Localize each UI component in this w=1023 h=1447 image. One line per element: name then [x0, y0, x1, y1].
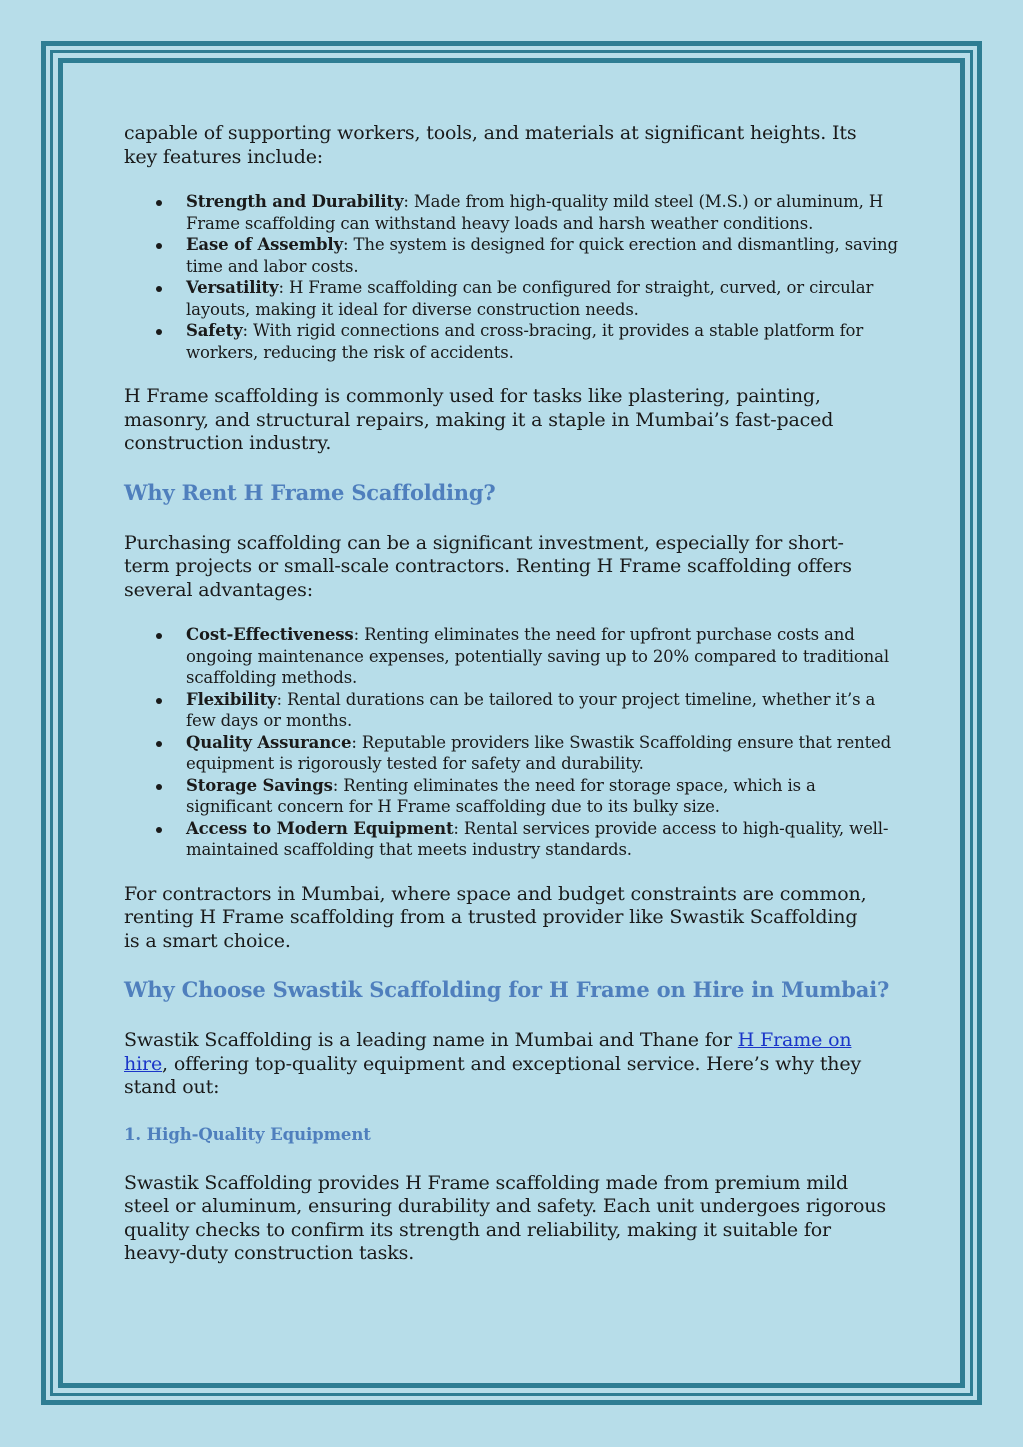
advantages-list — [124, 624, 906, 861]
why-choose-intro — [124, 1029, 884, 1100]
bullet-icon — [156, 633, 162, 639]
document-body — [124, 122, 904, 1266]
bullet-icon — [156, 329, 162, 335]
advantage-description: : Rental durations can be tailored to your project timeline, whether it’s a few days or months. — [186, 689, 876, 730]
feature-term: Versatility — [186, 278, 279, 297]
feature-term: Safety — [186, 321, 243, 340]
advantage-description: : Reputable providers like Swastik Scaffolding ensure that rented equipment is rigorously tested for safety and durability. — [186, 732, 892, 773]
feature-term: Ease of Assembly — [186, 235, 343, 254]
list-item — [186, 191, 901, 234]
advantage-description: : Rental services provide access to high-quality, well-maintained scaffolding that meets industry standards. — [186, 818, 889, 859]
intro-text-before-link: Swastik Scaffolding is a leading name in Mumbai and Thane for — [124, 1029, 738, 1051]
high-quality-equipment-paragraph: Swastik Scaffolding provides H Frame scaffolding made from premium mild steel or aluminum, ensuring durability and safety. Each unit undergoes rigorous quality checks to confirm its strength and reliability, making it suitable for heavy-duty construction tasks. — [124, 1171, 886, 1264]
h-frame-on-hire-link[interactable]: H Frame on hire — [124, 1029, 852, 1075]
list-item — [186, 277, 901, 320]
bullet-icon — [156, 286, 162, 292]
advantage-term: Flexibility — [186, 689, 277, 709]
bullet-icon — [156, 698, 162, 704]
bullet-icon — [156, 741, 162, 747]
intro-paragraph: capable of supporting workers, tools, and materials at significant heights. Its key features include: — [124, 122, 857, 168]
high-quality-equipment-subheading: 1. High-Quality Equipment — [124, 1124, 371, 1144]
feature-description: : Made from high-quality mild steel (M.S.) or aluminum, H Frame scaffolding can withstand heavy loads and harsh weather conditions. — [186, 192, 884, 233]
bullet-icon — [156, 784, 162, 790]
advantage-term: Storage Savings — [186, 775, 333, 795]
why-rent-conclusion: For contractors in Mumbai, where space and budget constraints are common, renting H Frame scaffolding from a trusted provider like Swastik Scaffolding is a smart choice. — [124, 882, 867, 952]
bullet-icon — [156, 827, 162, 833]
bullet-icon — [156, 200, 162, 206]
feature-description: : With rigid connections and cross-bracing, it provides a stable platform for workers, reducing the risk of accidents. — [186, 321, 864, 362]
list-item — [186, 689, 906, 732]
advantage-description: : Renting eliminates the need for upfront purchase costs and ongoing maintenance expenses, potentially saving up to 20% compared to traditional scaffolding methods. — [186, 625, 889, 687]
why-rent-heading: Why Rent H Frame Scaffolding? — [124, 479, 496, 505]
advantage-description: : Renting eliminates the need for storage space, which is a significant concern for H Frame scaffolding due to its bulky size. — [186, 775, 816, 816]
list-item — [186, 775, 906, 818]
usage-paragraph: H Frame scaffolding is commonly used for tasks like plastering, painting, masonry, and structural repairs, making it a staple in Mumbai’s fast-paced construction industry. — [124, 385, 834, 454]
feature-description: : The system is designed for quick erection and dismantling, saving time and labor costs. — [186, 235, 898, 276]
intro-text-after-link: , offering top-quality equipment and exceptional service. Here’s why they stand out: — [124, 1052, 862, 1098]
features-list — [124, 191, 901, 363]
bullet-icon — [156, 243, 162, 249]
why-rent-intro: Purchasing scaffolding can be a significant investment, especially for short-term projects or small-scale contractors. Renting H Frame scaffolding offers several advantages: — [124, 531, 852, 601]
why-choose-heading: Why Choose Swastik Scaffolding for H Frame on Hire in Mumbai? — [124, 977, 890, 1002]
advantage-term: Access to Modern Equipment — [186, 818, 454, 838]
feature-term: Strength and Durability — [186, 192, 404, 211]
advantage-term: Quality Assurance — [186, 732, 352, 752]
list-item — [186, 732, 906, 775]
list-item — [186, 624, 906, 689]
list-item — [186, 234, 901, 277]
list-item — [186, 818, 906, 861]
list-item — [186, 320, 901, 363]
feature-description: : H Frame scaffolding can be configured for straight, curved, or circular layouts, making it ideal for diverse construction needs. — [186, 278, 874, 319]
advantage-term: Cost-Effectiveness — [186, 625, 354, 644]
